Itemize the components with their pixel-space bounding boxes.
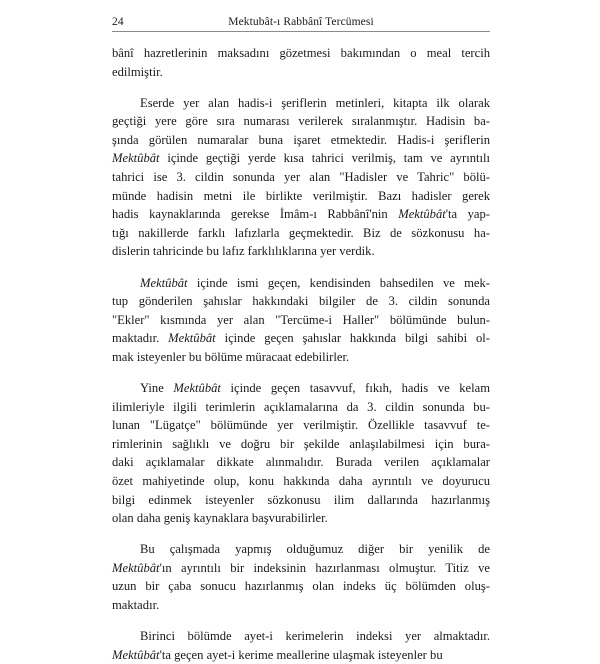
italic-term: Mektûbât <box>112 647 160 662</box>
text-run: şında görülen numaralar buna işaret etmektedir. Hadis-i şeriflerin <box>112 132 490 147</box>
text-run: içinde geçen tasavvuf, fıkıh, hadis ve kelam <box>220 381 490 395</box>
text-run: hadis kaynaklarında gerekse İmâm-ı Rabbânî'nin <box>112 207 399 222</box>
running-header <box>112 16 490 32</box>
text-line <box>112 596 490 615</box>
italic-term: Mektûbât <box>112 560 160 575</box>
text-run: bânî hazretlerinin maksadını gözetmesi bakımından o meal tercih <box>112 46 490 60</box>
text-run: uzun bir çaba sonucu hazırlanmış olan indeks üç bölümden oluş- <box>112 579 490 594</box>
text-run: Yine <box>140 381 174 395</box>
text-line <box>112 379 490 398</box>
text-run: dislerin tahricinde bu lafız farklılıklarına yer verdik. <box>112 244 375 259</box>
text-run: edilmiştir. <box>112 64 163 79</box>
text-line <box>112 311 490 330</box>
text-line <box>112 627 490 646</box>
text-line <box>112 509 490 528</box>
text-run: özet mahiyetinde olup, konu hakkında daha ayrıntılı ve doyurucu <box>112 473 490 488</box>
italic-term: Mektûbât <box>398 207 446 222</box>
page-content <box>112 16 490 664</box>
text-line <box>112 131 490 150</box>
text-line <box>112 63 490 82</box>
text-run: Bu çalışmada yapmış olduğumuz diğer bir yenilik de <box>140 542 490 557</box>
text-line <box>112 44 490 63</box>
text-line <box>112 646 490 664</box>
text-run: tahrici ise 3. cildin sonunda yer alan "Hadisler ve Tahric" bölü- <box>112 170 490 185</box>
text-line <box>112 398 490 417</box>
text-run: ilimleriyle ilgili terimlerin açıklamalarına da 3. cildin sonunda bu- <box>112 399 490 414</box>
text-run: 'ta yap- <box>445 207 491 222</box>
italic-term: Mektûbât <box>168 331 216 346</box>
text-line <box>112 168 490 187</box>
paragraph <box>112 627 490 664</box>
text-line <box>112 348 490 367</box>
text-line <box>112 453 490 472</box>
text-line <box>112 329 490 348</box>
text-run: Birinci bölümde ayet-i kerimelerin indeksi yer almaktadır. <box>140 629 490 644</box>
text-run: mak isteyenler bu bölüme müracaat edebilirler. <box>112 349 350 364</box>
text-run: içinde ismi geçen, kendisinden bahsedilen ve mek- <box>187 275 490 290</box>
text-line <box>112 292 490 311</box>
text-run: tup gönderilen şahıslar hakkındaki bilgiler de 3. cildin sonunda <box>112 294 490 309</box>
text-line <box>112 149 490 168</box>
text-run: bilgi edinmek isteyenler sözkonusu ilim dallarında hazırlanmış <box>112 492 490 507</box>
text-line <box>112 274 490 293</box>
text-line <box>112 205 490 224</box>
text-run: tığı nakillerde farklı lafızlarla geçmektedir. Biz de sözkonusu ha- <box>112 225 490 240</box>
text-line <box>112 472 490 491</box>
paragraph <box>112 94 490 261</box>
italic-term: Mektûbât <box>140 275 188 290</box>
paragraph <box>112 540 490 614</box>
text-line <box>112 540 490 559</box>
text-run: olan daha geniş kaynaklara başvurabilirler. <box>112 511 328 526</box>
running-title: Mektubât-ı Rabbânî Tercümesi <box>228 16 374 28</box>
text-line <box>112 559 490 578</box>
text-run: lunan "Lügatçe" bölümünde yer verilmiştir. Özellikle tasavvuf te- <box>112 418 490 433</box>
text-run: münde hadisin metni ile birlikte verilmiştir. Bazı hadisler gerek <box>112 188 490 203</box>
text-run: maktadır. <box>112 598 160 613</box>
text-line <box>112 491 490 510</box>
text-line <box>112 187 490 206</box>
text-run: daki açıklamalar dikkate alınmalıdır. Burada verilen açıklamalar <box>112 455 490 470</box>
paragraph <box>112 44 490 81</box>
paragraph <box>112 379 490 528</box>
text-line <box>112 416 490 435</box>
text-run: rimlerinin sağlıklı ve doğru bir şekilde anlaşılabilmesi için bura- <box>112 436 490 451</box>
text-line <box>112 94 490 113</box>
text-line <box>112 577 490 596</box>
text-run: maktadır. <box>112 331 169 346</box>
text-run: içinde geçtiği yerde kısa tahrici verilmiş, tam ve ayrıntılı <box>159 151 490 166</box>
italic-term: Mektûbât <box>173 381 221 395</box>
text-run: 'ta geçen ayet-i kerime meallerine ulaşmak isteyenler bu <box>159 647 443 662</box>
paragraph <box>112 274 490 367</box>
text-line <box>112 224 490 243</box>
text-run: Eserde yer alan hadis-i şeriflerin metinleri, kitapta ilk olarak <box>140 95 490 110</box>
page-number: 24 <box>112 16 124 28</box>
text-run: 'ın ayrıntılı bir indeksinin hazırlanması olmuştur. Titiz ve <box>159 560 490 575</box>
body-text <box>112 44 490 664</box>
text-line <box>112 242 490 261</box>
text-line <box>112 112 490 131</box>
text-run: geçtiği yere göre sıra numarası verilerek sıralanmıştır. Hadisin ba- <box>112 114 490 129</box>
text-line <box>112 435 490 454</box>
italic-term: Mektûbât <box>112 151 160 166</box>
text-run: içinde geçen şahıslar hakkında bilgi sahibi ol- <box>215 331 490 346</box>
text-run: "Ekler" kısmında yer alan "Tercüme-i Haller" bölümünde bulun- <box>112 312 490 327</box>
